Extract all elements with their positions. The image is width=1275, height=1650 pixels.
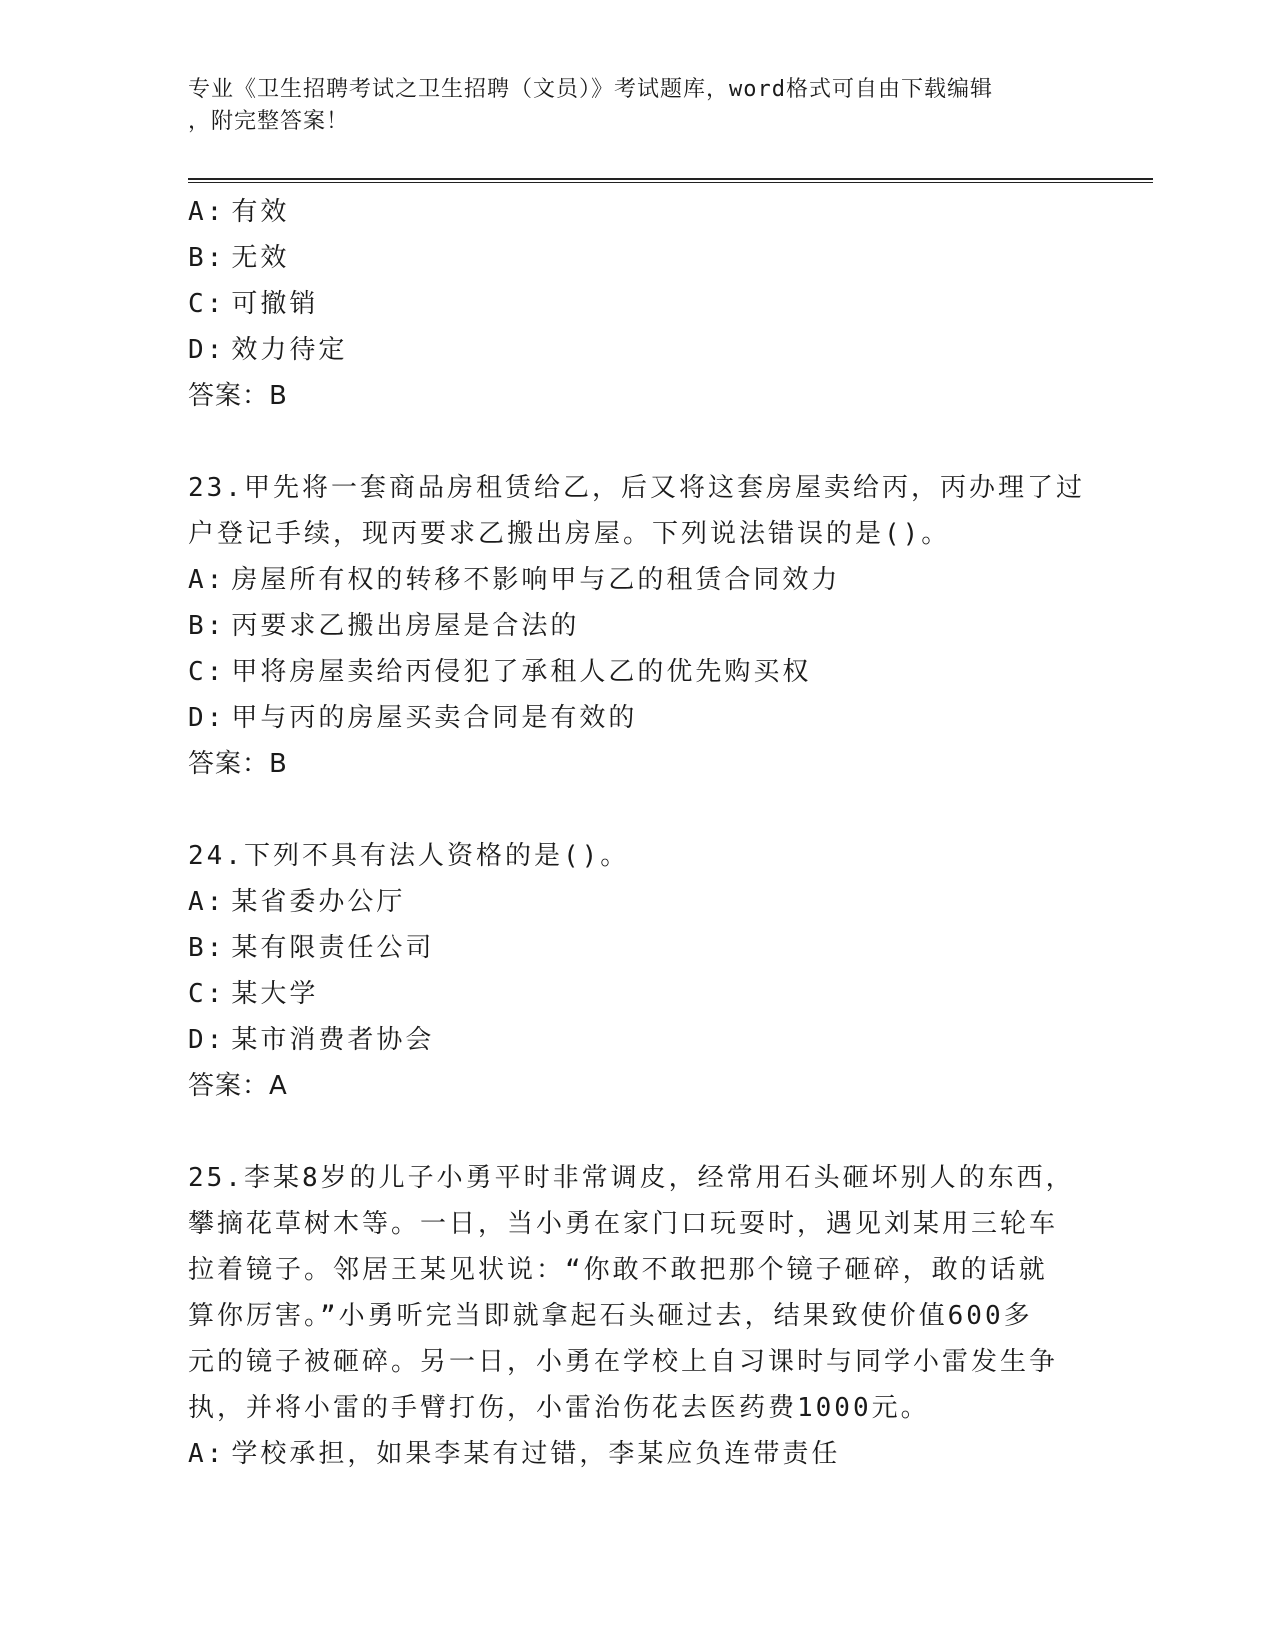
question-stem-line: 户登记手续，现丙要求乙搬出房屋。下列说法错误的是()。	[188, 519, 951, 549]
question-block-prev	[188, 189, 1088, 419]
answer-line: 答案：A	[188, 1071, 288, 1101]
answer-line: 答案：B	[188, 749, 288, 779]
question-24	[188, 833, 1088, 1109]
question-25	[188, 1155, 1088, 1477]
question-stem-line: 25.李某8岁的儿子小勇平时非常调皮，经常用石头砸坏别人的东西，	[188, 1163, 1075, 1193]
option-c: C: 甲将房屋卖给丙侵犯了承租人乙的优先购买权	[188, 657, 812, 687]
header-divider	[188, 178, 1153, 183]
question-stem-line: 24.下列不具有法人资格的是()。	[188, 841, 630, 871]
option-c: C: 可撤销	[188, 289, 319, 319]
option-a: A: 有效	[188, 197, 290, 227]
answer-line: 答案：B	[188, 381, 288, 411]
question-stem-line: 拉着镜子。邻居王某见状说：“你敢不敢把那个镜子砸碎，敢的话就	[188, 1255, 1048, 1285]
option-b: B: 某有限责任公司	[188, 933, 435, 963]
question-stem-line: 算你厉害。”小勇听完当即就拿起石头砸过去，结果致使价值600多	[188, 1301, 1033, 1331]
option-a: A: 房屋所有权的转移不影响甲与乙的租赁合同效力	[188, 565, 841, 595]
option-c: C: 某大学	[188, 979, 319, 1009]
question-23	[188, 465, 1088, 787]
option-a: A: 学校承担，如果李某有过错，李某应负连带责任	[188, 1439, 841, 1469]
option-d: D: 某市消费者协会	[188, 1025, 435, 1055]
question-stem-line: 元的镜子被砸碎。另一日，小勇在学校上自习课时与同学小雷发生争	[188, 1347, 1059, 1377]
option-d: D: 效力待定	[188, 335, 348, 365]
question-stem-line: 23.甲先将一套商品房租赁给乙，后又将这套房屋卖给丙，丙办理了过	[188, 473, 1085, 503]
header-line-2: ，附完整答案！	[188, 109, 350, 134]
option-a: A: 某省委办公厅	[188, 887, 406, 917]
option-b: B: 无效	[188, 243, 290, 273]
question-stem-line: 攀摘花草树木等。一日，当小勇在家门口玩耍时，遇见刘某用三轮车	[188, 1209, 1059, 1239]
document-header	[188, 74, 1068, 138]
option-b: B: 丙要求乙搬出房屋是合法的	[188, 611, 580, 641]
question-content	[188, 189, 1088, 1477]
header-line-1: 专业《卫生招聘考试之卫生招聘（文员）》考试题库，word格式可自由下载编辑	[188, 77, 993, 102]
question-stem-line: 执，并将小雷的手臂打伤，小雷治伤花去医药费1000元。	[188, 1393, 930, 1423]
option-d: D: 甲与丙的房屋买卖合同是有效的	[188, 703, 638, 733]
